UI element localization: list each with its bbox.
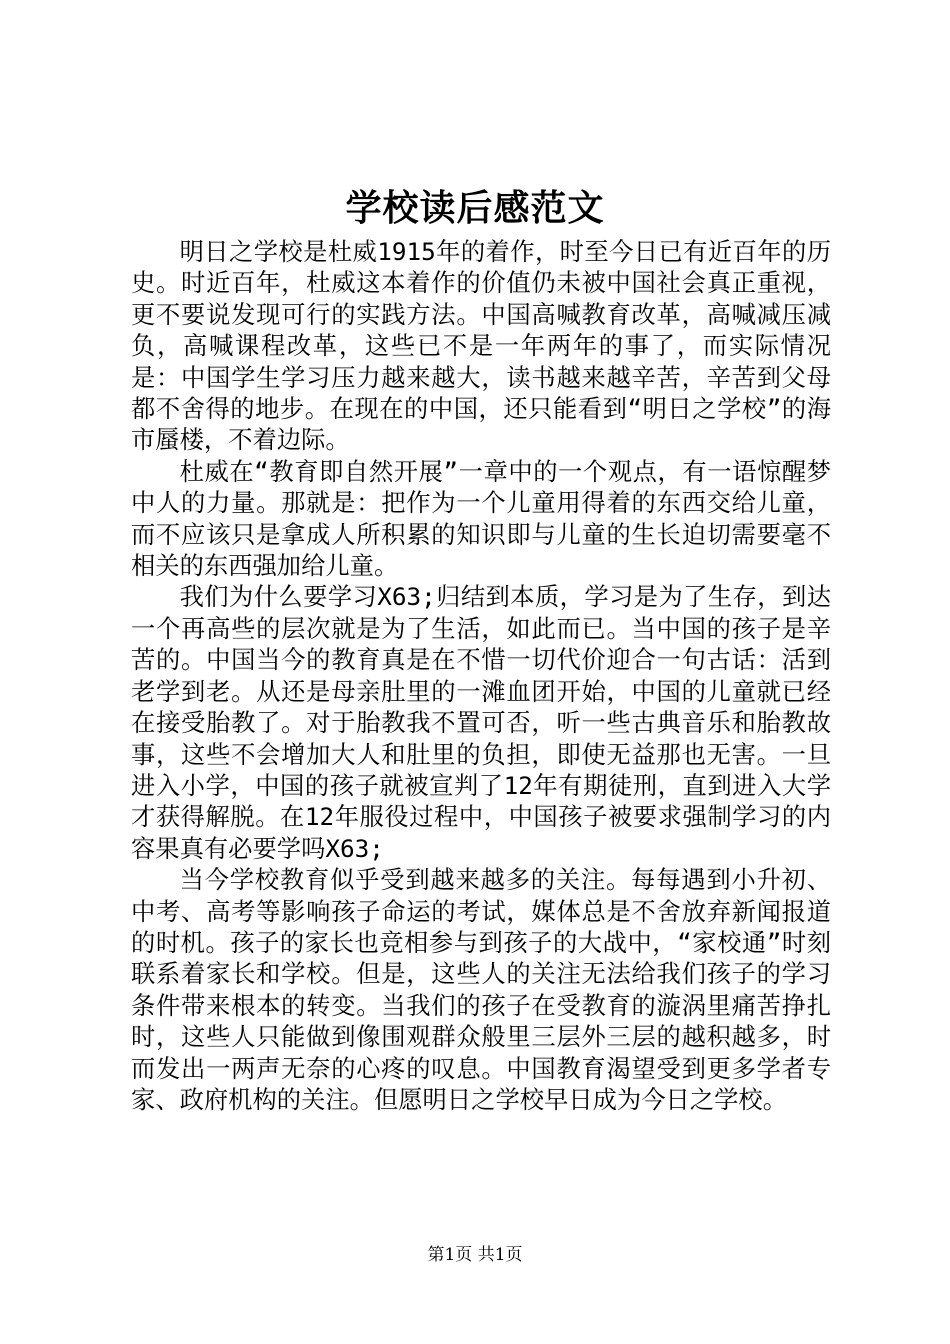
paragraph-1: 明日之学校是杜威1915年的着作，时至今日已有近百年的历史。时近百年，杜威这本着作的价值仍未被中国社会真正重视，更不要说发现可行的实践方法。中国高喊教育改革，高喊减压减负，高喊课程改革，这些已不是一年两年的事了，而实际情况是：中国学生学习压力越来越大，读书越来越辛苦，辛苦到父母都不舍得的地步。在现在的中国，还只能看到“明日之学校”的海市蜃楼，不着边际。 (131, 237, 831, 455)
document-title: 学校读后感范文 (345, 187, 605, 229)
paragraph-3: 我们为什么要学习X63;归结到本质，学习是为了生存，到达一个再高些的层次就是为了生活，如此而已。当中国的孩子是辛苦的。中国当今的教育真是在不惜一切代价迎合一句古话：活到老学到老。从还是母亲肚里的一滩血团开始，中国的儿童就已经在接受胎教了。对于胎教我不置可否，听一些古典音乐和胎教故事，这些不会增加大人和肚里的负担，即使无益那也无害。一旦进入小学，中国的孩子就被宣判了12年有期徒刑，直到进入大学才获得解脱。在12年服役过程中，中国孩子被要求强制学习的内容果真有必要学吗X63; (131, 582, 831, 863)
document-body (131, 236, 831, 1115)
paragraph-2: 杜威在“教育即自然开展”一章中的一个观点，有一语惊醒梦中人的力量。那就是：把作为一个儿童用得着的东西交给儿童，而不应该只是拿成人所积累的知识即与儿童的生长迫切需要毫不相关的东西强加给儿童。 (131, 456, 831, 581)
paragraph-4: 当今学校教育似乎受到越来越多的关注。每每遇到小升初、中考、高考等影响孩子命运的考试，媒体总是不舍放弃新闻报道的时机。孩子的家长也竞相参与到孩子的大战中，“家校通”时刻联系着家长和学校。但是，这些人的关注无法给我们孩子的学习条件带来根本的转变。当我们的孩子在受教育的漩涡里痛苦挣扎时，这些人只能做到像围观群众般里三层外三层的越积越多，时而发出一两声无奈的心疼的叹息。中国教育渴望受到更多学者专家、政府机构的关注。但愿明日之学校早日成为今日之学校。 (131, 865, 831, 1114)
page-footer: 第1页 共1页 (427, 1245, 523, 1265)
